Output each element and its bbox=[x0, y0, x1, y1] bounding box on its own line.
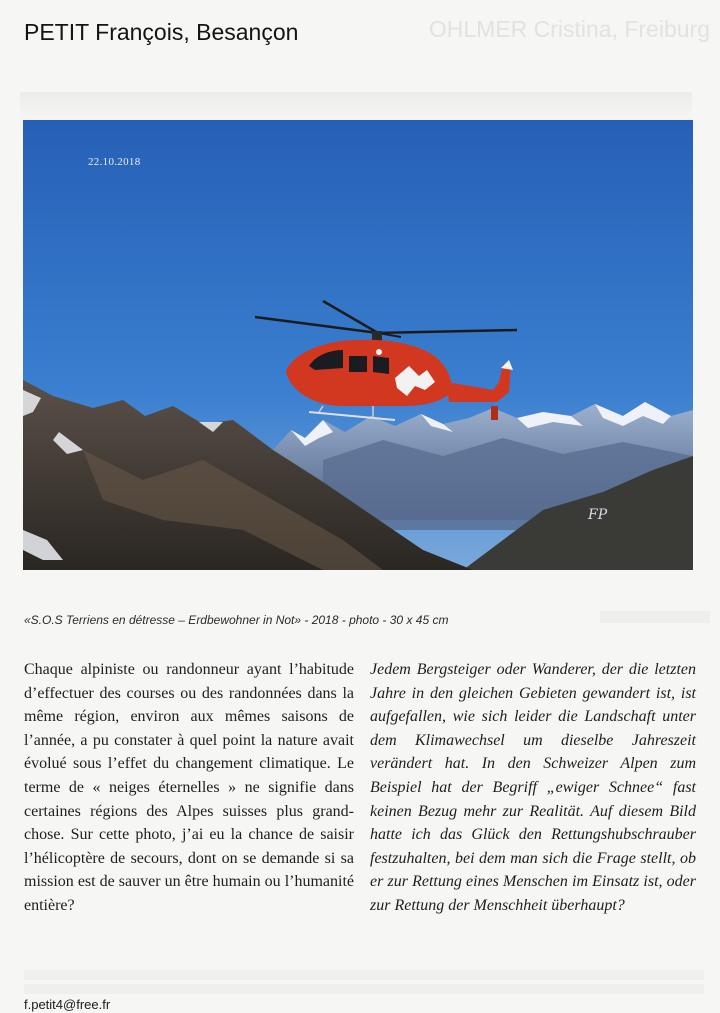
photo-signature: FP bbox=[588, 507, 608, 523]
photo-date-stamp: 22.10.2018 bbox=[88, 156, 141, 168]
bleed-through-footer-1 bbox=[24, 970, 704, 980]
footer-email: f.petit4@free.fr bbox=[24, 997, 111, 1012]
bleed-through-header: OHLMER Cristina, Freiburg bbox=[428, 16, 710, 42]
photo bbox=[23, 120, 693, 570]
bleed-through-caption bbox=[600, 611, 710, 623]
photo-illustration bbox=[23, 120, 693, 570]
french-text-column bbox=[24, 658, 354, 918]
bleed-through-footer-2 bbox=[24, 984, 704, 994]
page-title: PETIT François, Besançon bbox=[24, 19, 299, 45]
photo-shadow bbox=[20, 92, 692, 122]
german-text-column bbox=[370, 658, 696, 918]
french-paragraph: Chaque alpiniste ou randonneur ayant l’habitude d’effectuer des courses ou des randonnées dans la même région, environ aux mêmes saisons de l’année, a pu constater à quel point la nature avait évolué sous l’effet du changement climatique. Le terme de « neiges éternelles » ne signifie dans certaines régions des Alpes suisses plus grand-chose. Sur cette photo, j’ai eu la chance de saisir l’hélicoptère de secours, dont on se demande si sa mission est de sauver un être humain ou l’humanité entière? bbox=[24, 661, 354, 914]
german-paragraph: Jedem Bergsteiger oder Wanderer, der die letzten Jahre in den gleichen Gebieten gewandert ist, ist aufgefallen, wie sich leider die Landschaft unter dem Klimawechsel um dieselbe Jahreszeit verändert hat. In den Schweizer Alpen zum Beispiel hat der Begriff „ewiger Schnee“ fast keinen Bezug mehr zur Realität. Auf diesem Bild hatte ich das Glück den Rettungshubschrauber festzuhalten, bei dem man sich die Frage stellt, ob er zur Rettung eines Menschen im Einsatz ist, oder zur Rettung der Menschheit überhaupt? bbox=[370, 661, 696, 914]
photo-caption: «S.O.S Terriens en détresse – Erdbewohner in Not» - 2018 - photo - 30 x 45 cm bbox=[24, 613, 449, 627]
